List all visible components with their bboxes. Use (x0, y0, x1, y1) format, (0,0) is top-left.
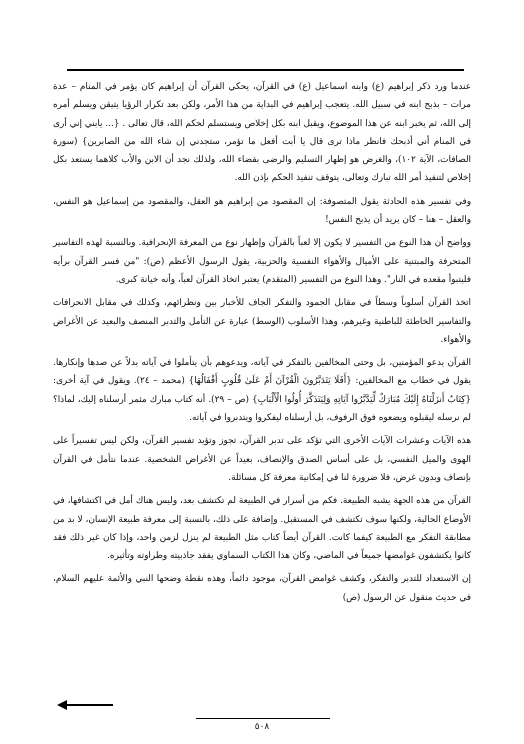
arrow-left-icon (57, 699, 113, 711)
footer-rule (196, 718, 330, 719)
paragraph-1: عندما ورد ذكر إبراهيم (ع) وابنه اسماعيل (ع) في القرآن، يحكي القرآن أن إبراهيم كان يؤمر في المنام – عدة مرات – بذبح ابنه في سبيل الله. يتعجب إبراهيم في البداية من هذا الأمر، ولكن بعد تكرار الرؤيا يتيقن ويسلم أمره إلى الله، ثم يخبر ابنه عن هذا الموضوع، ويقبل ابنه بكل إخلاص ويستسلم لحكم الله، قال تعالى . {... يابني إني أرى في المنام أني أذبحك فانظر ماذا ترى قال يا أبت أفعل ما تؤمر، ستجدني إن شاء الله من الصابرين} (سورة الصافات، الآية ١٠٢)، والغرض هو إظهار التسليم والرضى بقضاء الله، ولذلك نجد أن الابن والأب كلاهما يستعد بكل إخلاص لتنفيذ أمر الله تبارك وتعالى، يتوقف تنفيذ الحكم بإذن الله. (53, 82, 472, 184)
paragraph-3: وواضح أن هذا النوع من التفسير لا يكون إلا لعباً بالقرآن وإظهار نوع من المعرفة الإنحرافية. وبالنسبة لهذه التفاسير المتحرفة والمبتنية على الأميال والأهواء النفسية والحزبية، يقول الرسول الأعظم (ص): "من فسر القرآن برأيه فليتبوأ مقعده في النار". وهذا النوع من التفسير (المتقدم) يعتبر اتخاذ القرآن لعباً، وأنه خيانة كبرى. (53, 238, 471, 285)
paragraph-8: إن الاستعداد للتدبر والتفكر، وكشف غوامض القرآن، موجود دائماً، وهذه نقطة وضحها النبي والأئمة عليهم السلام، في حديث منقول عن الرسول (ص) (53, 574, 471, 603)
paragraph-2: وفي تفسير هذه الحادثة يقول المتصوفة: إن المقصود من إبراهيم هو العقل، والمقصود من إسماعيل هو النفس، والعقل – هنا – كان يريد أن يذبح النفس! (53, 196, 471, 226)
page-body (53, 78, 471, 612)
paragraph-6: هذه الآيات وعشرات الآيات الأخرى التي تؤكد على تدبر القرآن، تجوز وتؤيد تفسير القرآن، ولكن ليس تفسيراً على الهوى والميل النفسي، بل على أساس الصدق والإنصاف، بعيداً عن الأغراض الشخصية. عندما نتأمل في القرآن بإنصاف وبدون غرض، فلا ضرورة لنا في إمكانية معرفة كل مسائلة. (53, 436, 471, 483)
paragraph-5: القرآن يدعو المؤمنين، بل وحتى المخالفين بالتفكر في آياته، ويدعوهم بأن يتأملوا في آياته بدلاً عن صدها وإنكارها. يقول في خطاب مع المخالفين: {أَفَلَا يَتَدَبَّرُونَ الْقُرْآنَ أَمْ عَلَىٰ قُلُوبٍ أَقْفَالُهَا} (محمد – ٢٤). ويقول في آية أخرى: {كِتَابٌ أَنزَلْنَاهُ إِلَيْكَ مُبَارَكٌ لِّيَدَّبَّرُوا آيَاتِهِ وَلِيَتَذَكَّرَ أُولُوا الْأَلْبَابِ} (ص – ٢٩). أنه كتاب مبارك مثمر أرسلناه إليك، لماذا؟ لم نرسله ليقبلوه ويضعوه فوق الرفوف، بل أرسلناه ليفكروا ويتدبروا في آياته. (53, 358, 472, 424)
top-rule (67, 69, 464, 71)
paragraph-7: القرآن من هذه الجهة يشبه الطبيعة. فكم من أسرار في الطبيعة لم تكتشف بعد، وليس هناك أمل في اكتشافها، في الأوضاع الحالية، ولكنها سوف تكتشف في المستقبل. وإضافة على ذلك، بالنسبة إلى معرفة طبيعة الإنسان، لا بد من مطابقة التفكر مع الطبيعة كيفما كانت. القرآن أيضاً كتاب مثل الطبيعة لم ينزل لزمن واحد، وإذا كان غير ذلك فقد كانوا يكتشفون غوامضها جميعاً في الماضي، وكان هذا الكتاب السماوي يفقد جاذبيته وطراوته وتأثيره. (53, 496, 471, 562)
paragraph-4: اتخذ القرآن أسلوباً وسطاً في مقابل الجمود والتفكر الجاف للأخبار بين ونظرائهم، وكذلك في مقابل الانحرافات والتفاسير الخاطئة للباطنية وغيرهم، وهذا الأسلوب (الوسط) عبارة عن التأمل والتدبر المنصف والبعيد عن الأغراض والأهواء. (53, 298, 471, 345)
page-number: ٥٠٨ (254, 722, 270, 732)
